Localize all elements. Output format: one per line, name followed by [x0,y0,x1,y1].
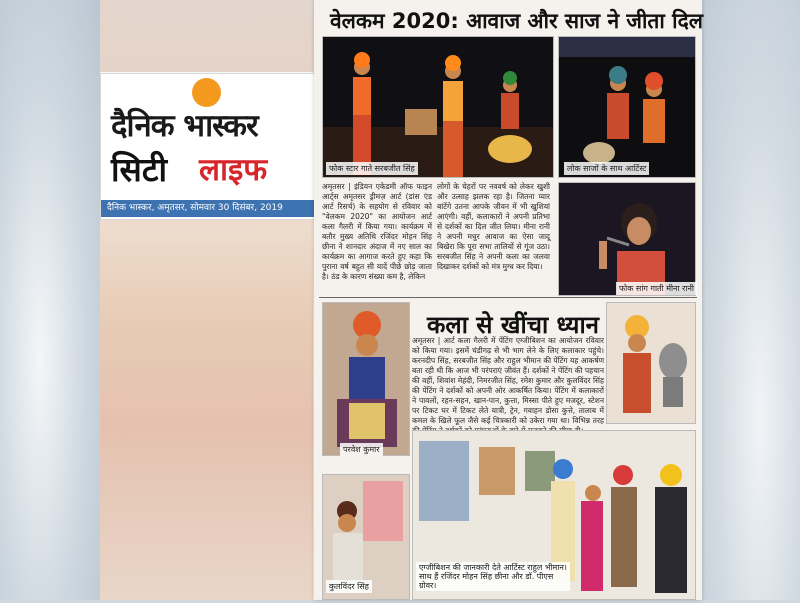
dateline-bar: दैनिक भास्कर, अमृतसर, सोमवार 30 दिसंबर, 2019 [101,200,314,217]
folk-musicians-photo [558,36,696,178]
photo-caption: फोक स्टार गाते सरबजीत सिंह [326,162,418,175]
photo-caption: एग्जीबिशन की जानकारी देते आर्टिस्ट राहुल भीमान। साथ हैं रजिंदर मोहन सिंह छीना और डॉ. पीएस ग्रोवर। [416,562,570,591]
article-column: अमृतसर | इंडियन एकेडमी ऑफ फाइन आर्ट्स अमृतसर ड्रीमज़ आर्ट (डांस एंड आर्ट रिसर्च) के सहयोग से रविवार को "वेलकम 2020" का आयोजन आर्ट कला गैलरी में किया गया। कार्यक्रम में बतौर मुख्य अतिथि रजिंदर मोहन सिंह छीना ने शानदार अंदाज में नए साल का कार्यक्रम का आगाज करते हुए कहा कि पुराना वर्ष बहुत सी यादें पीछे छोड़ जाता है। ठंड के कारण संख्या कम है, लेकिन [322,182,432,281]
photo-caption: कुलविंदर सिंह [326,580,372,593]
folk-costume-photo [606,302,696,424]
section-name-black: सिटी [111,150,168,189]
singer-illustration [559,183,695,295]
photo-caption: लोक साजों के साथ आर्टिस्ट [564,162,649,175]
photo-caption: फोक सांग गाती मीना रानी [616,282,697,295]
story1-headline: वेलकम 2020: आवाज और साज ने जीता दिल [330,9,703,33]
stage-performance-photo [322,36,554,178]
article-body: अमृतसर | आर्ट कला गैलरी में पेंटिंग एग्जीबिशन का आयोजन रविवार को किया गया। इसमें चंडीगढ़ से भी भाग लेने के लिए कलाकार पहुंचे। करनदीप सिंह, सरबजीत सिंह और राहुल भीमान की पेंटिंग यह आकर्षण बता रही थी कि आज भी परंपराएं जीवंत हैं। दर्शकों ने पेंटिंग की पहचान की वहीं, शिवांश मेहंदी, निमरजीत सिंह, रमेश कुमार और कुलविंदर सिंह की पेंटिंग ने दर्शकों को अपनी ओर आकर्षित किया। पेंटिंग में कलाकारों ने पावलों, रहन-सहन, खान-पान, कुत्ता, मिस्सा पीते हुए मजदूर, स्टेशन पर टिकट घर में टिकट लेते यात्री, ट्रेन, गवाहन डोसा कुत्ते, तालाब में कमल के खिले फूल जैसे कई चित्रकारी को उकेरा गया था। विभिन्न तरह [412,336,604,425]
article-column: लोगों के चेहरों पर नववर्ष को लेकर खुशी और उत्साह झलक रहा है। जितना प्यार बांटेंगे उतना आपके जीवन में भी खुशियां आएंगी। वहीं, कलाकारों ने अपनी प्रतिभा से दर्शकों का दिल जीत लिया। मीना रानी ने अपनी मधुर आवाज का ऐसा जादू बिखेरा कि पूरा सभा तालियों से गूंज उठा। सरबजीत सिंह ने अपनी कला का जलवा दिखाकर दर्शकों को मंत्र मुग्ध कर दिया। [437,182,550,271]
folk-costume-illustration [607,303,695,423]
sun-logo-icon [192,78,221,107]
singer-photo [558,182,696,296]
section-divider [319,297,697,298]
newspaper-masthead [100,73,315,220]
section-name-red: लाइफ [199,152,268,188]
folk-musicians-illustration [559,37,695,177]
brand-name: दैनिक भास्कर [111,108,258,144]
sky-background-left [0,0,100,600]
story2-headline: कला से खींचा ध्यान [427,311,599,339]
photo-caption: परवेश कुमार [340,443,383,456]
artist-portrait-illustration [323,303,409,455]
sky-background-right [700,0,800,600]
stage-performance-illustration [323,37,553,177]
artist-portrait-photo [322,302,410,456]
